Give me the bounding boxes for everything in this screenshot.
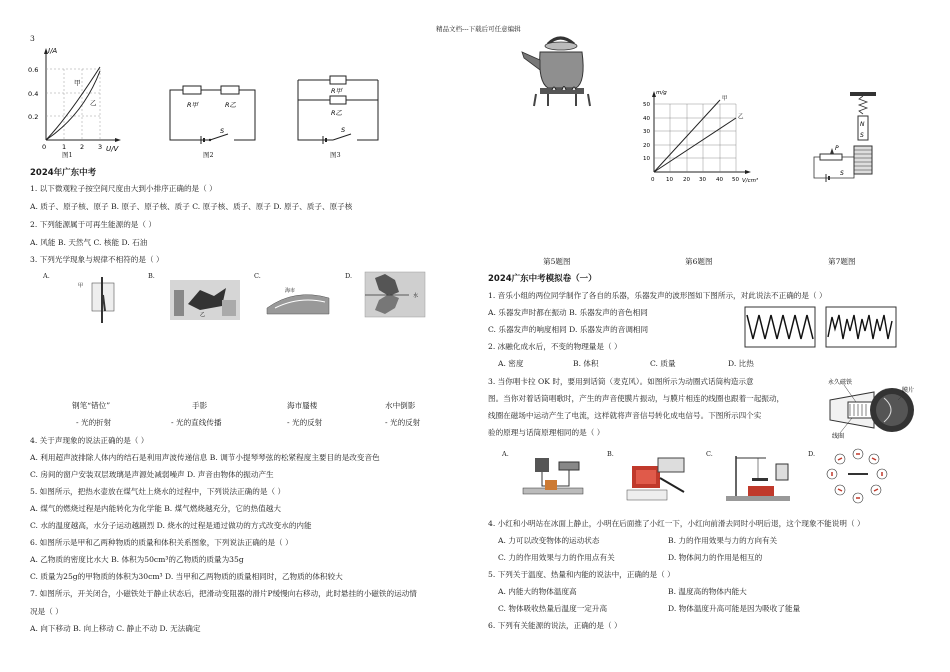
fig2-switch-label: S (220, 127, 225, 135)
left-q2: 2. 下列能源属于可再生能源的是（ ） (30, 220, 156, 229)
q3b-caption: 手影 (192, 401, 208, 410)
svg-text:海市: 海市 (285, 288, 296, 294)
svg-text:10: 10 (666, 177, 673, 183)
right-q2-opt-c: C. 质量 (650, 359, 676, 368)
fig1-curve-a-label: 甲 (74, 79, 81, 87)
right-q5-c: C. 物体吸收热量后温度一定升高 (498, 604, 608, 613)
svg-text:P: P (835, 145, 839, 152)
right-q1: 1. 音乐小组的两位同学制作了各自的乐器，乐器发声的波形图如下图所示，对此说法不正确的是（ ） (488, 291, 827, 300)
mic-coil-label: 线圈 (832, 433, 845, 440)
right-q5-a: A. 内能大的物体温度高 (498, 587, 577, 596)
left-q7-line2: 况是（ ） (30, 607, 63, 616)
left-q3-letter-c: C. (254, 272, 261, 280)
mic-magnet-label: 永久磁铁 (828, 379, 853, 386)
right-q6: 6. 下列有关能源的说法，正确的是（ ） (488, 621, 622, 630)
svg-text:40: 40 (716, 177, 723, 183)
right-section-title: 2024广东中考模拟卷（一） (488, 274, 597, 284)
q3d-caption: 水中倒影 (385, 401, 416, 410)
right-q3-letter-a: A. (502, 450, 509, 458)
left-q5: 5. 如图所示，把热水壶放在煤气灶上烧水的过程中，下列说法正确的是（ ） (30, 487, 286, 496)
fig1-caption: 图1 (62, 151, 73, 159)
fig3-caption: 图3 (330, 151, 341, 159)
fig6-line-a-label: 甲 (722, 96, 728, 102)
mic-diaphragm-label: 膜片 (902, 387, 915, 394)
left-q5-a: A. 煤气的燃烧过程是内能转化为化学能 B. 煤气燃烧越充分，它的热值越大 (30, 504, 281, 513)
fig7-caption: 第7题图 (828, 257, 856, 266)
fig6-y-label: m/g (656, 90, 667, 96)
svg-text:30: 30 (699, 177, 706, 183)
left-q4-a: A. 利用超声波排除人体内的结石是利用声波传递信息 B. 调节小提琴琴弦的松紧程度主要目的是改变音色 (30, 453, 380, 462)
right-q4-a: A. 力可以改变物体的运动状态 (498, 536, 600, 545)
svg-text:20: 20 (643, 143, 650, 149)
svg-text:10: 10 (643, 156, 650, 162)
fig5-caption: 第5题图 (543, 257, 571, 266)
left-section-title: 2024年广东中考 (30, 168, 97, 178)
right-q2-opt-a: A. 密度 (498, 359, 524, 368)
fig1-xtick-3: 3 (98, 143, 103, 151)
fig1-x-label: U/V (106, 145, 119, 153)
left-q3-letter-d: D. (345, 272, 353, 280)
fig3-r1-label: R甲 (331, 87, 343, 95)
left-q7-line1: 7. 如图所示，开关闭合，小磁铁处于静止状态后，把滑动变阻器的滑片P缓慢向右移动，此时悬挂的小磁铁的运动情 (30, 589, 417, 598)
right-q3-line3: 线圈在磁场中运动产生了电流，这样就将声音信号转化成电信号。下图所示四个实 (488, 411, 762, 420)
fig6-mass-volume-graph (640, 88, 765, 188)
exp-a-image (515, 450, 590, 505)
waveform-image-1 (745, 307, 815, 347)
q3c-rule: - 光的反射 (287, 418, 323, 427)
right-q4: 4. 小红和小明站在冰面上静止，小明在后面推了小红一下，小红向前滑去同时小明后退，这个现象不能说明（ ） (488, 519, 865, 528)
fig7-electromagnet-image (808, 88, 888, 183)
svg-text:S: S (840, 170, 844, 177)
fig1-iu-graph (28, 45, 128, 160)
page-header: 精品文档---下载后可任意编辑 (436, 25, 521, 33)
left-q6: 6. 如图所示是甲和乙两种物质的质量和体积关系图象，下列说法正确的是（ ） (30, 538, 293, 547)
svg-text:30: 30 (643, 129, 650, 135)
right-q3-line4: 验的原理与话筒原理相同的是（ ） (488, 428, 605, 437)
fig6-caption: 第6题图 (685, 257, 713, 266)
left-q1: 1. 以下微观粒子按空间尺度由大到小排序正确的是（ ） (30, 184, 217, 193)
fig3-r2-label: R乙 (331, 109, 343, 117)
svg-text:乙: 乙 (200, 312, 206, 318)
right-q3-letter-c: C. (706, 450, 713, 458)
left-q3-letter-a: A. (43, 272, 50, 280)
svg-text:水: 水 (413, 293, 419, 299)
svg-text:40: 40 (643, 116, 650, 122)
fig1-y-label: I/A (48, 47, 58, 55)
right-q3-line2: 图。当你对着话筒唱歌时，产生的声音使膜片振动，与膜片相连的线圈也跟着一起振动， (488, 394, 785, 403)
q3c-caption: 海市蜃楼 (287, 401, 318, 410)
left-q1-options: A. 质子、原子核、原子 B. 原子、原子核、质子 C. 原子核、质子、原子 D. 原子、质子、原子核 (30, 202, 353, 211)
fig2-r2-label: R乙 (225, 101, 237, 109)
svg-text:S: S (860, 132, 864, 139)
fig1-ytick-1: 0.6 (28, 66, 39, 74)
left-q4-b: C. 房间的窗户安装双层玻璃是声源处减弱噪声 D. 声音由物体的振动产生 (30, 470, 274, 479)
right-q5-b: B. 温度高的物体内能大 (668, 587, 747, 596)
left-q7-options: A. 向下移动 B. 向上移动 C. 静止不动 D. 无法确定 (30, 624, 201, 633)
microphone-diagram (826, 378, 926, 450)
left-q2-options: A. 风能 B. 天然气 C. 核能 D. 石油 (30, 238, 148, 247)
fig1-xtick-0: 0 (42, 143, 47, 151)
fig2-series-circuit (165, 75, 265, 150)
right-q4-d: D. 物体间力的作用是相互的 (668, 553, 763, 562)
right-q1-b: C. 乐器发声的响度相同 D. 乐器发声的音调相同 (488, 325, 649, 334)
left-q3: 3. 下列光学现象与规律不相符的是（ ） (30, 255, 164, 264)
svg-text:20: 20 (683, 177, 690, 183)
q3a-pen-image (62, 275, 142, 325)
svg-text:50: 50 (732, 177, 739, 183)
left-q6-b: C. 质量为25g的甲物质的体积为30cm³ D. 当甲和乙两物质的质量相同时，乙物质的体积较大 (30, 572, 343, 581)
fig6-line-b-label: 乙 (738, 114, 744, 120)
q3d-rule: - 光的反射 (385, 418, 421, 427)
fig1-ytick-3: 0.2 (28, 113, 39, 121)
left-q6-a: A. 乙物质的密度比水大 B. 体积为50cm³的乙物质的质量为35g (30, 555, 244, 564)
fig2-r1-label: R甲 (187, 101, 199, 109)
q3c-mirage-image (265, 278, 335, 318)
q3d-reflection-image (365, 272, 425, 317)
fig3-parallel-circuit (293, 75, 388, 150)
fig6-x-label: V/cm³ (742, 178, 759, 184)
right-q3-letter-b: B. (607, 450, 614, 458)
left-q4: 4. 关于声现象的说法正确的是（ ） (30, 436, 149, 445)
svg-text:0: 0 (651, 177, 655, 183)
fig5-kettle-image (518, 30, 608, 110)
fig1-xtick-1: 1 (62, 143, 67, 151)
exp-d-image (818, 446, 898, 508)
svg-text:甲: 甲 (78, 283, 84, 289)
q3b-hand-shadow-image (170, 280, 240, 320)
exp-c-image (718, 450, 793, 505)
svg-text:N: N (860, 121, 865, 128)
right-q2-opt-d: D. 比热 (728, 359, 754, 368)
right-q4-b: B. 力的作用效果与力的方向有关 (668, 536, 778, 545)
fig3-switch-label: S (341, 126, 346, 134)
left-q5-b: C. 水的温度越高，水分子运动越剧烈 D. 烧水的过程是通过做功的方式改变水的内能 (30, 521, 312, 530)
page-number: 3 (30, 34, 35, 43)
svg-text:50: 50 (643, 102, 650, 108)
right-q1-a: A. 乐器发声时都在振动 B. 乐器发声的音色相同 (488, 308, 648, 317)
fig1-xtick-2: 2 (80, 143, 85, 151)
right-q2: 2. 冰融化成水后，不变的物理量是（ ） (488, 342, 622, 351)
q3a-rule: - 光的折射 (76, 418, 112, 427)
fig2-caption: 图2 (203, 151, 214, 159)
right-q3-line1: 3. 当你唱卡拉 OK 时，要用到话筒（麦克风）。如图所示为动圈式话筒构造示意 (488, 377, 754, 386)
q3b-rule: - 光的直线传播 (171, 418, 222, 427)
right-q5-d: D. 物体温度升高可能是因为吸收了能量 (668, 604, 801, 613)
fig1-ytick-2: 0.4 (28, 90, 39, 98)
waveform-image-2 (826, 307, 896, 347)
right-q2-opt-b: B. 体积 (573, 359, 599, 368)
right-q5: 5. 下列关于温度、热量和内能的说法中，正确的是（ ） (488, 570, 675, 579)
fig1-curve-b-label: 乙 (90, 99, 97, 107)
right-q4-c: C. 力的作用效果与力的作用点有关 (498, 553, 615, 562)
exp-b-image (622, 450, 697, 505)
q3a-caption: 钢笔“错位” (72, 401, 111, 410)
left-q3-letter-b: B. (148, 272, 155, 280)
right-q3-letter-d: D. (808, 450, 816, 458)
